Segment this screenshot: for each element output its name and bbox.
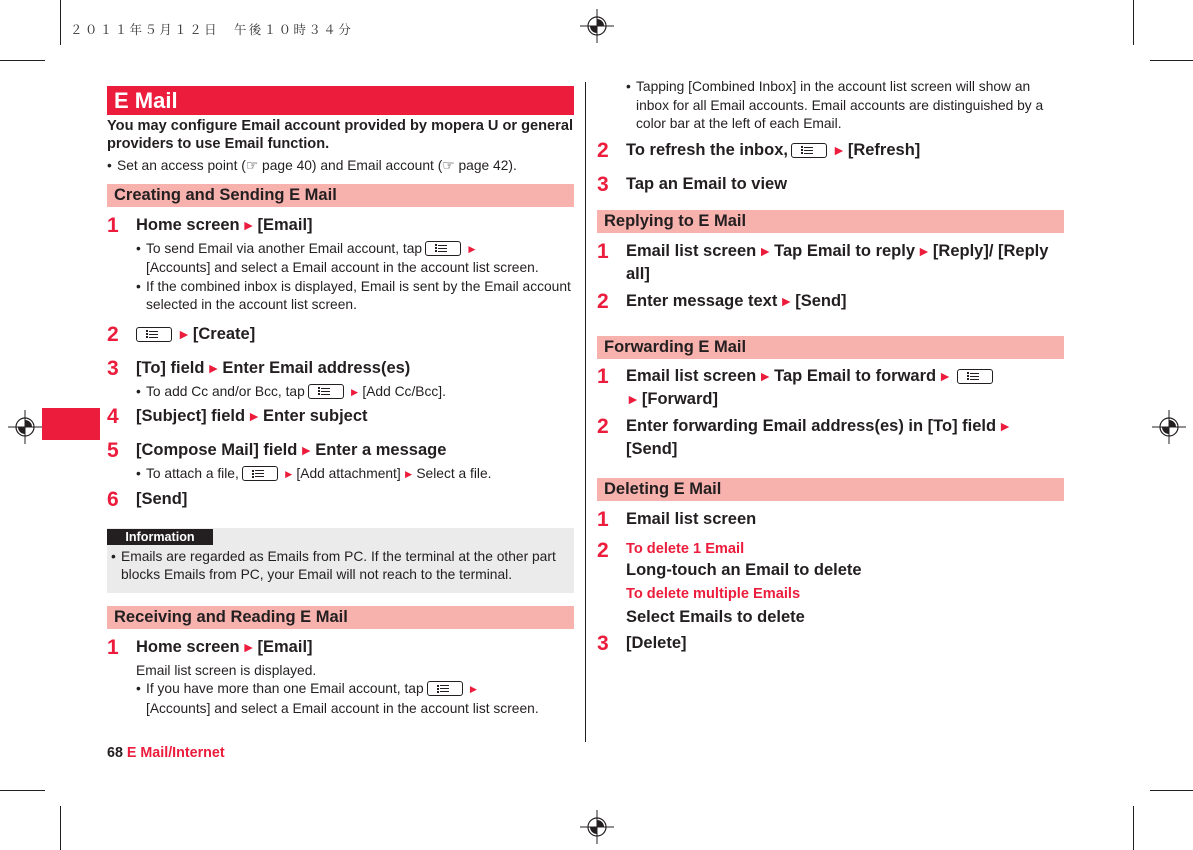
note-text: Tapping [Combined Inbox] in the account list screen will show an inbox for all Email accounts. Email accounts are distinguished by a color bar at the left of each Email. — [636, 79, 1044, 131]
step-1 — [107, 214, 574, 237]
step-text: [Delete] — [626, 633, 687, 652]
crop-mark — [1133, 0, 1134, 45]
step-result: Email list screen is displayed. — [136, 662, 317, 678]
arrow-right-icon: ► — [241, 638, 256, 655]
menu-key-icon — [136, 327, 172, 342]
arrow-right-icon: ► — [626, 390, 640, 407]
registration-mark-icon — [8, 410, 42, 444]
arrow-right-icon: ► — [348, 385, 361, 399]
step-text: [Subject] field — [136, 407, 246, 425]
step-number: 1 — [597, 507, 609, 531]
step-number: 2 — [597, 289, 609, 313]
chapter-title: E Mail/Internet — [126, 745, 225, 761]
step-number: 2 — [597, 538, 609, 562]
setup-note — [107, 157, 574, 176]
step-1 — [597, 240, 1064, 286]
note-text: If the combined inbox is displayed, Email is sent by the Email account selected in the account list screen. — [146, 278, 571, 312]
information-label: Information — [107, 529, 213, 545]
step-text: Enter Email address(es) — [222, 358, 411, 377]
step-number: 5 — [107, 439, 119, 462]
step-3 — [107, 357, 574, 380]
note-text: [Accounts] and select a Email account in the account list screen. — [146, 700, 539, 716]
step-note — [107, 383, 574, 403]
note-text: Select a file. — [416, 466, 492, 481]
note-text: To add Cc and/or Bcc, tap — [146, 383, 305, 399]
step-text: [To] field — [136, 358, 205, 377]
setup-text-a: Set an access point ( — [117, 158, 246, 173]
bullet-icon: • — [136, 240, 141, 256]
right-column — [597, 78, 1064, 655]
step-text: [Email] — [257, 637, 313, 656]
chapter-tab — [42, 408, 100, 440]
arrow-right-icon: ► — [282, 468, 295, 481]
step-number: 3 — [597, 172, 609, 196]
note-text: [Add Cc/Bcc]. — [362, 383, 446, 399]
step-number: 1 — [597, 364, 609, 388]
setup-text-b: ) and Email account ( — [311, 158, 443, 173]
column-divider — [585, 82, 586, 742]
step-number: 1 — [107, 213, 119, 237]
section-heading-deleting: Deleting E Mail — [597, 478, 1064, 501]
print-timestamp: ２０１１年５月１２日 午後１０時３４分 — [70, 22, 354, 37]
arrow-right-icon: ► — [241, 216, 256, 233]
crop-mark — [1150, 60, 1193, 61]
menu-key-icon — [242, 466, 278, 481]
step-text: Tap Email to reply — [774, 241, 916, 260]
step-text: [Send] — [626, 439, 678, 458]
step-text: Tap an Email to view — [626, 174, 788, 193]
step-2 — [597, 415, 1064, 461]
arrow-right-icon: ► — [177, 325, 191, 342]
section-heading-forwarding: Forwarding E Mail — [597, 336, 1064, 359]
step-text: Tap Email to forward — [774, 366, 937, 385]
sub-heading: To delete multiple Emails — [626, 585, 801, 602]
menu-key-icon — [425, 241, 461, 256]
section-heading-creating: Creating and Sending E Mail — [107, 184, 574, 207]
step-text: Home screen — [136, 215, 240, 234]
step-number: 6 — [107, 487, 119, 511]
info-text: Emails are regarded as Emails from PC. If the terminal at the other part blocks Emails from PC, your Email will not reach to the terminal. — [121, 548, 556, 582]
step-text: [Refresh] — [847, 140, 921, 159]
step-text: Enter forwarding Email address(es) in [To] field — [626, 416, 997, 435]
bullet-icon: • — [107, 158, 112, 173]
bullet-icon: • — [136, 278, 141, 294]
step-1 — [597, 508, 1064, 531]
step-text: Enter a message — [315, 441, 447, 459]
step-4 — [107, 405, 574, 428]
bullet-icon: • — [136, 466, 141, 481]
step-text: Email list screen — [626, 509, 757, 528]
step-text: [Send] — [795, 291, 847, 310]
arrow-right-icon: ► — [466, 242, 478, 256]
sub-heading: To delete 1 Email — [626, 540, 745, 557]
step-number: 1 — [107, 635, 119, 659]
registration-mark-icon — [580, 810, 614, 844]
step-number: 2 — [597, 138, 609, 162]
menu-key-icon — [308, 384, 344, 399]
step-number: 2 — [107, 322, 119, 346]
step-2 — [107, 323, 574, 346]
note-text: [Accounts] and select a Email account in the account list screen. — [146, 260, 539, 275]
arrow-right-icon: ► — [402, 468, 415, 481]
bullet-icon: • — [136, 681, 141, 696]
page-ref-link[interactable]: ☞ page 40 — [245, 158, 312, 173]
step-note — [107, 278, 574, 315]
arrow-right-icon: ► — [779, 292, 794, 309]
setup-text-c: ). — [508, 158, 517, 173]
page-title: E Mail — [107, 86, 574, 115]
registration-mark-icon — [580, 9, 614, 43]
arrow-right-icon: ► — [758, 367, 773, 384]
crop-mark — [60, 806, 61, 850]
menu-key-icon — [957, 369, 993, 384]
step-number: 4 — [107, 405, 119, 428]
step-text: Enter message text — [626, 291, 778, 310]
step-2 — [597, 539, 1064, 629]
step-6 — [107, 488, 574, 511]
arrow-right-icon: ► — [206, 359, 221, 376]
crop-mark — [1133, 806, 1134, 850]
step-number: 3 — [107, 356, 119, 380]
info-note — [111, 548, 568, 585]
note-text: If you have more than one Email account, tap — [146, 681, 424, 696]
step-text: [Email] — [257, 215, 313, 234]
step-note — [597, 78, 1064, 134]
arrow-right-icon: ► — [917, 242, 931, 259]
note-text: [Add attachment] — [296, 466, 401, 481]
step-text: Enter subject — [262, 407, 368, 425]
step-text: Home screen — [136, 637, 240, 656]
arrow-right-icon: ► — [998, 417, 1012, 434]
arrow-right-icon: ► — [938, 367, 952, 384]
bullet-icon: • — [111, 548, 116, 564]
step-note — [107, 465, 574, 485]
step-3 — [597, 632, 1064, 655]
step-1 — [597, 365, 1064, 411]
arrow-right-icon: ► — [758, 242, 773, 259]
crop-mark — [0, 790, 45, 791]
step-note — [107, 680, 574, 718]
step-text: [Forward] — [641, 389, 718, 408]
section-heading-receiving: Receiving and Reading E Mail — [107, 606, 574, 629]
crop-mark — [60, 0, 61, 45]
menu-key-icon — [427, 681, 463, 696]
step-text: Email list screen — [626, 366, 757, 385]
note-text: To attach a file, — [146, 466, 239, 481]
intro-text: You may configure Email account provided by mopera U or general providers to use Email function. — [107, 118, 574, 152]
information-box — [107, 528, 574, 593]
crop-mark — [0, 60, 45, 61]
step-text: To refresh the inbox, — [626, 140, 788, 159]
arrow-right-icon: ► — [467, 683, 480, 696]
step-3 — [597, 173, 1064, 196]
registration-mark-icon — [1152, 410, 1186, 444]
left-column — [107, 86, 574, 718]
step-text: Long-touch an Email to delete — [626, 560, 862, 579]
step-5 — [107, 439, 574, 462]
menu-key-icon — [791, 143, 827, 158]
step-text: [Compose Mail] field — [136, 441, 298, 459]
arrow-right-icon: ► — [831, 141, 846, 158]
crop-mark — [1150, 790, 1193, 791]
step-number: 3 — [597, 631, 609, 655]
arrow-right-icon: ► — [247, 408, 261, 424]
step-2 — [597, 139, 1064, 162]
step-text: [Create] — [192, 324, 256, 343]
note-text: To send Email via another Email account, tap — [146, 240, 423, 256]
section-heading-replying: Replying to E Mail — [597, 210, 1064, 233]
step-text: [Send] — [136, 489, 188, 508]
step-number: 1 — [597, 239, 609, 263]
step-note — [107, 240, 574, 278]
step-2 — [597, 290, 1064, 313]
arrow-right-icon: ► — [299, 442, 314, 458]
page-ref-link[interactable]: ☞ page 42 — [442, 158, 509, 173]
step-text: [Reply]/ [Reply all] — [626, 241, 1049, 283]
page-number: 68 — [107, 745, 123, 761]
step-text: Email list screen — [626, 241, 757, 260]
page-footer — [107, 745, 225, 761]
bullet-icon: • — [626, 79, 631, 94]
bullet-icon: • — [136, 383, 141, 399]
step-1 — [107, 636, 574, 659]
step-number: 2 — [597, 414, 609, 438]
step-text: Select Emails to delete — [626, 607, 805, 626]
